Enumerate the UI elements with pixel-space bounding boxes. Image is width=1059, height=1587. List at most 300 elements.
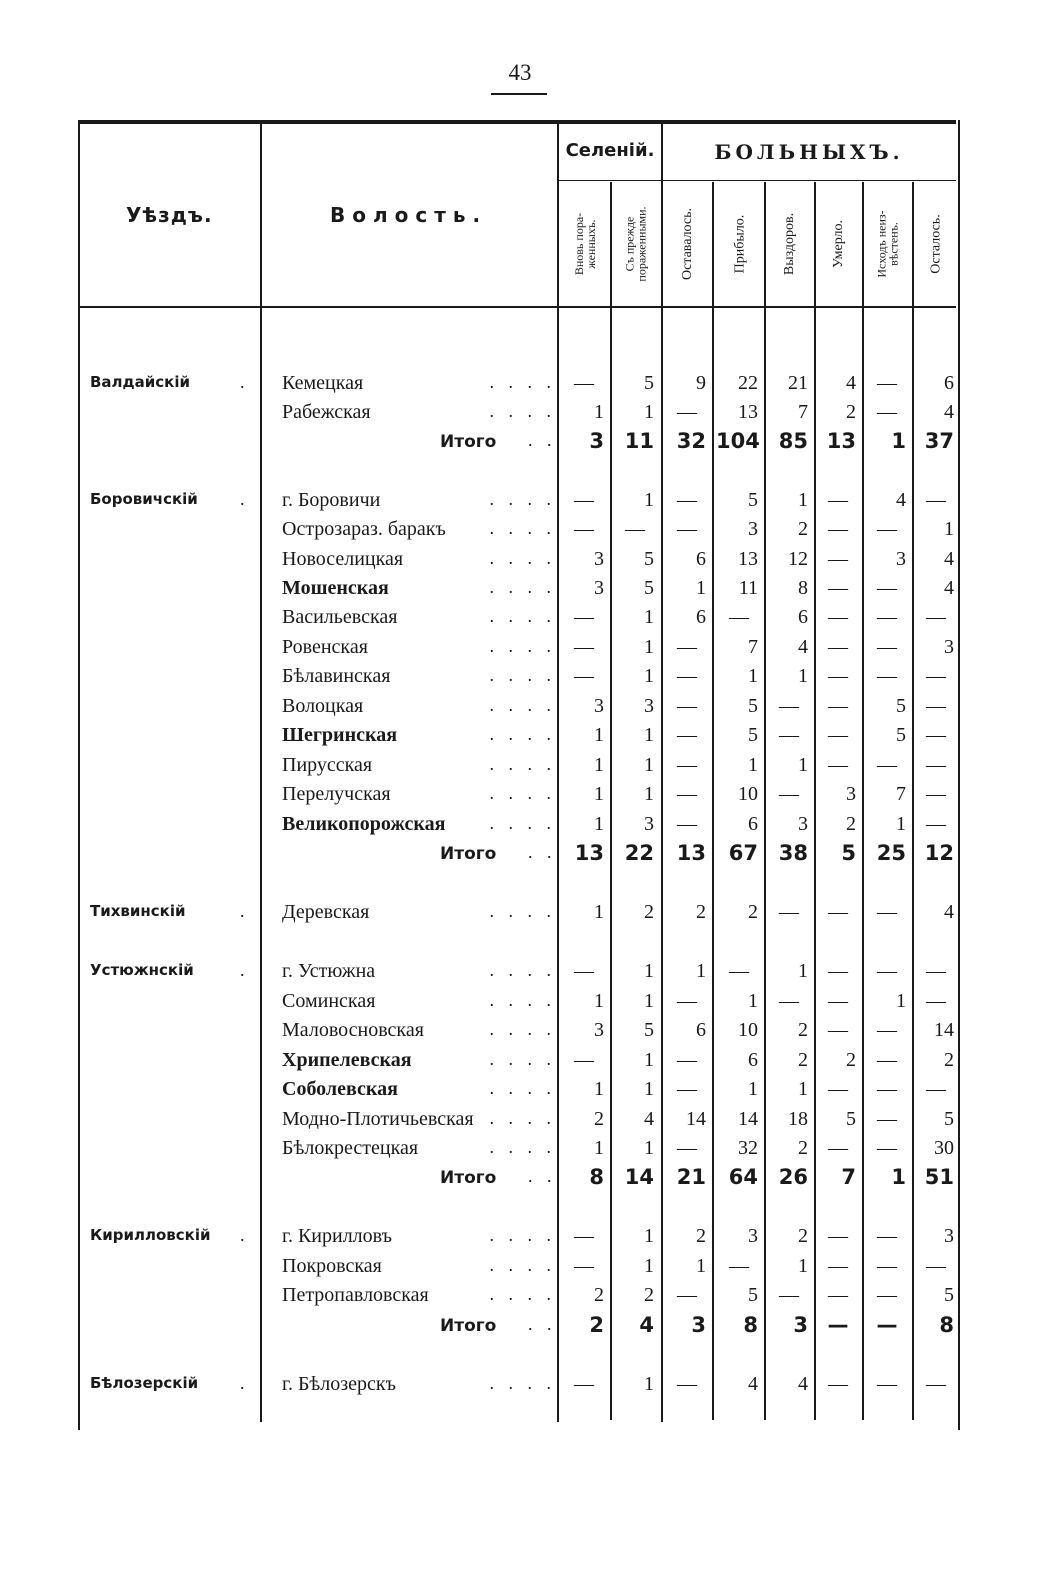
volost-name: Бѣлавинская — [282, 665, 391, 687]
column-header — [816, 188, 862, 300]
cell-value: 1 — [891, 1165, 906, 1189]
cell-value: — — [877, 1284, 897, 1306]
uezd-name: Валдайскій — [90, 373, 191, 391]
cell-value: — — [779, 1284, 799, 1306]
table-row — [0, 1106, 1059, 1134]
cell-value: 4 — [798, 636, 808, 658]
cell-value: — — [926, 754, 946, 776]
column-header — [864, 188, 912, 300]
total-label: Итого — [440, 1316, 497, 1336]
cell-value: — — [828, 901, 848, 923]
seleniy-header: Селеній. — [565, 140, 655, 161]
cell-value: 85 — [778, 429, 808, 453]
cell-value: 67 — [728, 841, 758, 865]
cell-value: 18 — [788, 1108, 808, 1130]
cell-value: 1 — [644, 724, 654, 746]
cell-value: — — [877, 1255, 897, 1277]
uezd-name: Бѣлозерскій — [90, 1374, 199, 1392]
cell-value: 8 — [589, 1165, 604, 1189]
cell-value: — — [729, 606, 749, 628]
cell-value: 1 — [696, 577, 706, 599]
cell-value: — — [677, 990, 697, 1012]
uezd-name: Тихвинскій — [90, 902, 186, 920]
cell-value: — — [677, 783, 697, 805]
uezd-leader: . — [240, 1373, 245, 1393]
cell-value: 4 — [896, 489, 906, 511]
cell-value: 1 — [644, 1255, 654, 1277]
dot-leader: . . . . — [489, 1373, 556, 1393]
cell-value: — — [877, 401, 897, 423]
cell-value: 1 — [644, 665, 654, 687]
cell-value: 3 — [594, 548, 604, 570]
cell-value: 2 — [846, 1049, 856, 1071]
cell-value: — — [677, 1284, 697, 1306]
table-row — [0, 575, 1059, 603]
cell-value: 1 — [644, 990, 654, 1012]
cell-value: — — [574, 665, 594, 687]
cell-value: 3 — [798, 813, 808, 835]
cell-value: 4 — [639, 1313, 654, 1337]
cell-value: 2 — [798, 1049, 808, 1071]
cell-value: — — [574, 1255, 594, 1277]
uezd-leader: . — [240, 372, 245, 392]
dot-leader: . . . . — [489, 813, 556, 833]
cell-value: 4 — [944, 577, 954, 599]
cell-value: 1 — [798, 960, 808, 982]
column-header-label: Умерло. — [831, 219, 846, 269]
cell-value: 1 — [644, 401, 654, 423]
volost-name: Великопорожская — [282, 813, 446, 835]
table-row — [0, 663, 1059, 691]
cell-value: 14 — [686, 1108, 706, 1130]
dot-leader: . . . . — [489, 489, 556, 509]
cell-value: 1 — [644, 783, 654, 805]
cell-value: — — [828, 1078, 848, 1100]
cell-value: 4 — [944, 548, 954, 570]
cell-value: — — [877, 665, 897, 687]
volost-name: Соминская — [282, 990, 376, 1012]
cell-value: — — [877, 960, 897, 982]
volost-name: Модно-Плотичьевская — [282, 1108, 474, 1130]
cell-value: 1 — [594, 1078, 604, 1100]
cell-value: 13 — [676, 841, 706, 865]
uezd-leader: . — [240, 960, 245, 980]
cell-value: 3 — [944, 636, 954, 658]
dot-leader: . . . . — [489, 1225, 556, 1245]
cell-value: — — [926, 695, 946, 717]
cell-value: — — [926, 960, 946, 982]
table-row — [0, 722, 1059, 750]
cell-value: — — [926, 783, 946, 805]
cell-value: 4 — [644, 1108, 654, 1130]
cell-value: 3 — [691, 1313, 706, 1337]
cell-value: 12 — [924, 841, 954, 865]
volost-name: г. Боровичи — [282, 489, 381, 511]
cell-value: 6 — [944, 372, 954, 394]
cell-value: 3 — [896, 548, 906, 570]
dot-leader: . . — [528, 430, 557, 450]
cell-value: 7 — [896, 783, 906, 805]
cell-value: 6 — [696, 548, 706, 570]
volost-name: Новоселицкая — [282, 548, 404, 570]
uezd-name: Устюжнскій — [90, 961, 194, 979]
dot-leader: . . . . — [489, 960, 556, 980]
cell-value: 7 — [841, 1165, 856, 1189]
cell-value: 1 — [644, 636, 654, 658]
volost-name: Васильевская — [282, 606, 398, 628]
cell-value: — — [876, 1313, 898, 1337]
table-row — [0, 604, 1059, 632]
cell-value: — — [574, 960, 594, 982]
cell-value: — — [574, 1373, 594, 1395]
table-row — [0, 1371, 1059, 1399]
cell-value: 4 — [846, 372, 856, 394]
volost-name: Деревская — [282, 901, 370, 923]
cell-value: — — [677, 1078, 697, 1100]
column-header — [914, 188, 960, 300]
volost-name: Ровенская — [282, 636, 368, 658]
cell-value: 1 — [594, 1137, 604, 1159]
table-row — [0, 399, 1059, 427]
cell-value: — — [877, 372, 897, 394]
table-row — [0, 487, 1059, 515]
table-row — [0, 546, 1059, 574]
cell-value: — — [677, 665, 697, 687]
table-row — [0, 958, 1059, 986]
cell-value: 1 — [594, 901, 604, 923]
cell-value: 22 — [738, 372, 758, 394]
table-header-rule — [80, 306, 956, 308]
cell-value: 2 — [748, 901, 758, 923]
total-label: Итого — [440, 1168, 497, 1188]
cell-value: 1 — [594, 813, 604, 835]
table-row — [0, 634, 1059, 662]
cell-value: 6 — [696, 1019, 706, 1041]
cell-value: — — [828, 1137, 848, 1159]
cell-value: 5 — [748, 724, 758, 746]
cell-value: — — [779, 695, 799, 717]
cell-value: 104 — [716, 429, 760, 453]
cell-value: 4 — [944, 901, 954, 923]
cell-value: 6 — [798, 606, 808, 628]
dot-leader: . . . . — [489, 754, 556, 774]
cell-value: — — [877, 1049, 897, 1071]
table-row — [0, 1253, 1059, 1281]
cell-value: — — [926, 489, 946, 511]
cell-value: 26 — [778, 1165, 808, 1189]
cell-value: — — [779, 724, 799, 746]
column-header-label: Вновь пора- женныхъ. — [572, 212, 598, 276]
column-header-label: Оставалось. — [680, 207, 695, 281]
cell-value: — — [828, 1284, 848, 1306]
cell-value: 1 — [594, 401, 604, 423]
cell-value: — — [877, 1019, 897, 1041]
cell-value: — — [828, 577, 848, 599]
cell-value: — — [729, 1255, 749, 1277]
total-row — [0, 1164, 1059, 1192]
cell-value: 2 — [696, 901, 706, 923]
cell-value: 5 — [896, 695, 906, 717]
cell-value: — — [677, 518, 697, 540]
column-header-label: Выздоров. — [782, 212, 798, 276]
cell-value: — — [828, 960, 848, 982]
cell-value: 1 — [644, 754, 654, 776]
cell-value: — — [877, 518, 897, 540]
cell-value: 3 — [748, 1225, 758, 1247]
total-label: Итого — [440, 844, 497, 864]
cell-value: 5 — [644, 577, 654, 599]
cell-value: 3 — [589, 429, 604, 453]
column-header-label: Осталось. — [929, 214, 945, 274]
cell-value: 32 — [676, 429, 706, 453]
cell-value: 64 — [728, 1165, 758, 1189]
column-header — [664, 188, 712, 300]
dot-leader: . . — [528, 1314, 557, 1334]
cell-value: — — [574, 1225, 594, 1247]
cell-value: 1 — [798, 1078, 808, 1100]
cell-value: 5 — [944, 1284, 954, 1306]
dot-leader: . . — [528, 1166, 557, 1186]
column-header — [766, 188, 814, 300]
dot-leader: . . . . — [489, 1019, 556, 1039]
cell-value: — — [574, 606, 594, 628]
page-number: 43 — [508, 60, 532, 85]
table-row — [0, 752, 1059, 780]
cell-value: — — [677, 1137, 697, 1159]
cell-value: 8 — [798, 577, 808, 599]
cell-value: — — [677, 813, 697, 835]
cell-value: 2 — [846, 401, 856, 423]
cell-value: — — [926, 1373, 946, 1395]
cell-value: 2 — [589, 1313, 604, 1337]
total-label: Итого — [440, 432, 497, 452]
cell-value: 13 — [826, 429, 856, 453]
cell-value: 1 — [696, 960, 706, 982]
cell-value: — — [926, 724, 946, 746]
cell-value: 2 — [644, 901, 654, 923]
table-row — [0, 1135, 1059, 1163]
cell-value: 21 — [676, 1165, 706, 1189]
cell-value: — — [877, 636, 897, 658]
dot-leader: . . . . — [489, 901, 556, 921]
volost-name: Волоцкая — [282, 695, 364, 717]
cell-value: 37 — [924, 429, 954, 453]
cell-value: — — [779, 783, 799, 805]
dot-leader: . . . . — [489, 783, 556, 803]
cell-value: — — [677, 724, 697, 746]
cell-value: 2 — [696, 1225, 706, 1247]
column-header-label: Исходъ неиз- вѣстенъ. — [875, 210, 901, 278]
table-row — [0, 988, 1059, 1016]
cell-value: 10 — [738, 783, 758, 805]
dot-leader: . . . . — [489, 606, 556, 626]
cell-value: 5 — [748, 1284, 758, 1306]
dot-leader: . . . . — [489, 1137, 556, 1157]
cell-value: 1 — [896, 813, 906, 835]
table-top-rule — [80, 120, 956, 124]
cell-value: 1 — [644, 489, 654, 511]
cell-value: — — [877, 577, 897, 599]
cell-value: — — [677, 489, 697, 511]
dot-leader: . . . . — [489, 1049, 556, 1069]
cell-value: 1 — [798, 1255, 808, 1277]
volost-name: Мошенская — [282, 577, 389, 599]
cell-value: 2 — [798, 1019, 808, 1041]
cell-value: 1 — [644, 1137, 654, 1159]
total-row — [0, 840, 1059, 868]
table-row — [0, 693, 1059, 721]
cell-value: 2 — [798, 1137, 808, 1159]
cell-value: 22 — [624, 841, 654, 865]
cell-value: 1 — [798, 489, 808, 511]
cell-value: 2 — [594, 1108, 604, 1130]
dot-leader: . . . . — [489, 372, 556, 392]
dot-leader: . . . . — [489, 401, 556, 421]
cell-value: — — [828, 695, 848, 717]
volost-name: Покровская — [282, 1255, 382, 1277]
cell-value: 7 — [748, 636, 758, 658]
page-number-rule — [491, 93, 547, 95]
cell-value: 1 — [644, 1049, 654, 1071]
table-row — [0, 811, 1059, 839]
cell-value: — — [926, 606, 946, 628]
cell-value: 14 — [624, 1165, 654, 1189]
volost-name: Рабежская — [282, 401, 371, 423]
cell-value: 1 — [594, 724, 604, 746]
cell-value: 14 — [934, 1019, 954, 1041]
cell-value: — — [828, 754, 848, 776]
cell-value: 21 — [788, 372, 808, 394]
dot-leader: . . . . — [489, 518, 556, 538]
volost-name: Острозараз. баракъ — [282, 518, 446, 540]
volost-name: г. Устюжна — [282, 960, 376, 982]
cell-value: 8 — [939, 1313, 954, 1337]
cell-value: — — [877, 754, 897, 776]
dot-leader: . . . . — [489, 636, 556, 656]
cell-value: — — [677, 695, 697, 717]
column-header — [560, 188, 610, 300]
cell-value: 2 — [594, 1284, 604, 1306]
cell-value: — — [828, 1225, 848, 1247]
cell-value: 4 — [748, 1373, 758, 1395]
cell-value: — — [828, 489, 848, 511]
volost-name: Шегринская — [282, 724, 398, 746]
cell-value: 5 — [944, 1108, 954, 1130]
cell-value: 2 — [798, 1225, 808, 1247]
cell-value: — — [828, 990, 848, 1012]
dot-leader: . . . . — [489, 577, 556, 597]
cell-value: 7 — [798, 401, 808, 423]
column-header — [612, 188, 660, 300]
uezd-leader: . — [240, 901, 245, 921]
cell-value: — — [827, 1313, 849, 1337]
cell-value: — — [877, 1108, 897, 1130]
volost-name: Пирусская — [282, 754, 373, 776]
cell-value: 5 — [644, 548, 654, 570]
dot-leader: . . . . — [489, 1255, 556, 1275]
cell-value: 1 — [944, 518, 954, 540]
cell-value: — — [677, 401, 697, 423]
uezd-header: Уѣздъ. — [126, 203, 213, 227]
cell-value: — — [877, 901, 897, 923]
cell-value: — — [677, 1373, 697, 1395]
volost-name: Бѣлокрестецкая — [282, 1137, 419, 1159]
cell-value: 5 — [896, 724, 906, 746]
volost-header: Волость. — [330, 203, 488, 227]
cell-value: — — [625, 518, 645, 540]
cell-value: — — [877, 1373, 897, 1395]
cell-value: 1 — [644, 1373, 654, 1395]
cell-value: 2 — [644, 1284, 654, 1306]
cell-value: 1 — [748, 754, 758, 776]
cell-value: 11 — [738, 577, 758, 599]
uezd-name: Кирилловскій — [90, 1226, 211, 1244]
cell-value: — — [677, 636, 697, 658]
cell-value: 4 — [798, 1373, 808, 1395]
column-header-label: Съ прежде пораженными. — [623, 206, 650, 282]
table-row — [0, 899, 1059, 927]
cell-value: 1 — [748, 1078, 758, 1100]
cell-value: 1 — [644, 960, 654, 982]
cell-value: — — [828, 1019, 848, 1041]
cell-value: 5 — [846, 1108, 856, 1130]
cell-value: 5 — [841, 841, 856, 865]
dot-leader: . . . . — [489, 665, 556, 685]
volost-name: Маловосновская — [282, 1019, 424, 1041]
cell-value: 6 — [748, 813, 758, 835]
cell-value: — — [828, 636, 848, 658]
dot-leader: . . . . — [489, 1078, 556, 1098]
column-header-label: Прибыло. — [732, 214, 747, 274]
cell-value: — — [828, 1373, 848, 1395]
cell-value: — — [926, 990, 946, 1012]
cell-value: 1 — [896, 990, 906, 1012]
cell-value: 1 — [594, 754, 604, 776]
cell-value: 3 — [846, 783, 856, 805]
cell-value: 25 — [876, 841, 906, 865]
total-row — [0, 428, 1059, 456]
cell-value: 2 — [944, 1049, 954, 1071]
cell-value: — — [828, 724, 848, 746]
cell-value: 8 — [743, 1313, 758, 1337]
cell-value: — — [877, 1225, 897, 1247]
cell-value: 1 — [594, 783, 604, 805]
cell-value: — — [677, 1049, 697, 1071]
cell-value: — — [828, 606, 848, 628]
cell-value: — — [877, 1078, 897, 1100]
cell-value: — — [926, 1255, 946, 1277]
volost-name: Хрипелевская — [282, 1049, 412, 1071]
cell-value: 5 — [748, 695, 758, 717]
table-row — [0, 1076, 1059, 1104]
cell-value: — — [574, 518, 594, 540]
volost-name: Петропавловская — [282, 1284, 429, 1306]
cell-value: 1 — [644, 1078, 654, 1100]
cell-value: 1 — [798, 665, 808, 687]
cell-value: 6 — [696, 606, 706, 628]
cell-value: — — [574, 1049, 594, 1071]
cell-value: — — [877, 1137, 897, 1159]
table-row — [0, 1017, 1059, 1045]
cell-value: — — [877, 606, 897, 628]
cell-value: 3 — [594, 1019, 604, 1041]
cell-value: 1 — [696, 1255, 706, 1277]
cell-value: — — [926, 813, 946, 835]
volost-name: Соболевская — [282, 1078, 398, 1100]
table-row — [0, 370, 1059, 398]
dot-leader: . . — [528, 842, 557, 862]
cell-value: 1 — [748, 665, 758, 687]
